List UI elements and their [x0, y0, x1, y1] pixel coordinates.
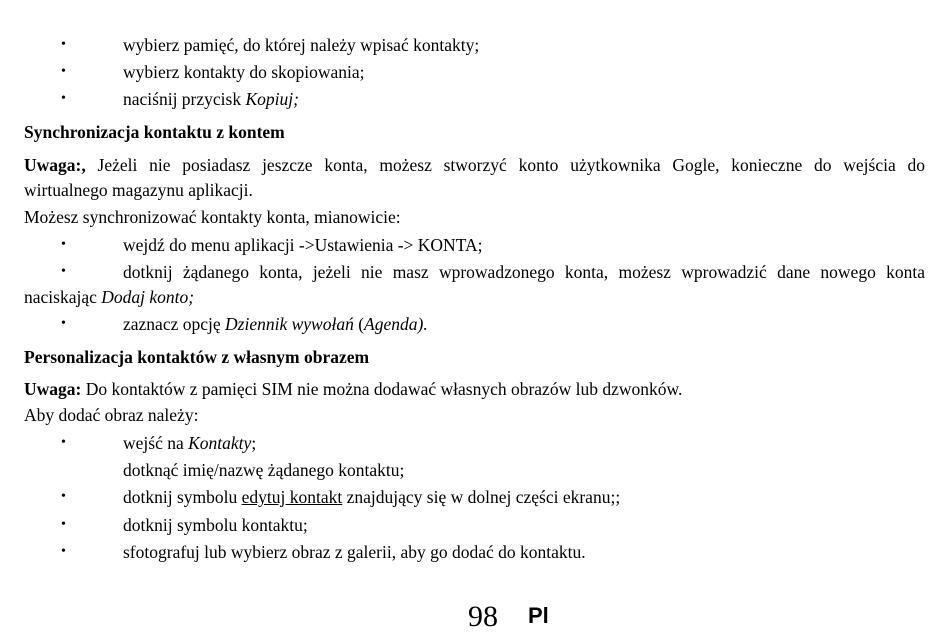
- list-item-text: [123, 432, 256, 454]
- list-item: [0, 514, 925, 536]
- bullet: •: [61, 517, 66, 532]
- section-heading: Synchronizacja kontaktu z kontem: [24, 122, 285, 142]
- list-item: [0, 486, 925, 508]
- note-label: Uwaga:: [24, 379, 82, 399]
- list-item: [0, 261, 925, 283]
- list-item-text: [123, 313, 428, 335]
- bullet: •: [61, 91, 66, 106]
- underlined-text: edytuj kontakt: [241, 487, 343, 507]
- text-prefix: naciskając: [24, 287, 102, 307]
- bullet: •: [61, 37, 66, 52]
- note-paragraph-line: [24, 154, 925, 176]
- list-item-continuation: [0, 459, 925, 481]
- list-item-text: wybierz pamięć, do której należy wpisać kontakty;: [123, 35, 480, 55]
- italic-text: Kontakty: [188, 433, 252, 453]
- italic-text: Agenda).: [364, 314, 428, 334]
- note-paragraph-line: [24, 378, 925, 400]
- bullet: •: [61, 316, 66, 331]
- list-item-text: dotknij żądanego konta, jeżeli nie masz wprowadzonego konta, możesz wprowadzić dane nowego konta: [123, 262, 925, 282]
- language-marker: Pl: [528, 603, 549, 628]
- list-item-text: dotknąć imię/nazwę żądanego kontaktu;: [123, 460, 405, 480]
- list-item-text: dotknij symbolu kontaktu;: [123, 515, 308, 535]
- list-item: [0, 541, 925, 563]
- list-item: [0, 88, 925, 110]
- paragraph: Możesz synchronizować kontakty konta, mianowicie:: [24, 207, 401, 227]
- list-item-text: [123, 88, 299, 110]
- text-suffix: znajdujący się w dolnej części ekranu;;: [342, 487, 621, 507]
- list-item: [0, 61, 925, 83]
- list-item: [0, 234, 925, 256]
- note-text: Do kontaktów z pamięci SIM nie można dodawać własnych obrazów lub dzwonków.: [81, 379, 683, 399]
- italic-text: Kopiuj;: [245, 89, 299, 109]
- bullet: •: [61, 237, 66, 252]
- bullet: •: [61, 544, 66, 559]
- italic-text: Dziennik wywołań: [225, 314, 354, 334]
- italic-text: Dodaj konto;: [101, 287, 195, 307]
- text-prefix: naciśnij przycisk: [123, 89, 246, 109]
- list-item-text: sfotografuj lub wybierz obraz z galerii, aby go dodać do kontaktu.: [123, 542, 586, 562]
- section-heading: Personalizacja kontaktów z własnym obrazem: [24, 347, 370, 367]
- text-prefix: wejść na: [123, 433, 189, 453]
- note-label: Uwaga:,: [24, 155, 86, 175]
- page-number: 98: [468, 600, 498, 633]
- list-item-text: wybierz kontakty do skopiowania;: [123, 62, 365, 82]
- note-text: Jeżeli nie posiadasz jeszcze konta, możesz stworzyć konto użytkownika Gogle, konieczne do wejścia do: [85, 155, 925, 175]
- bullet: •: [61, 264, 66, 279]
- text-mid: (: [353, 314, 365, 334]
- list-item: [0, 34, 925, 56]
- text-prefix: dotknij symbolu: [123, 487, 242, 507]
- list-item-text: [123, 486, 620, 508]
- bullet: •: [61, 64, 66, 79]
- bullet: •: [61, 489, 66, 504]
- list-item-text: wejdź do menu aplikacji ->Ustawienia -> KONTA;: [123, 235, 483, 255]
- text-prefix: zaznacz opcję: [123, 314, 226, 334]
- list-item-continuation: [24, 286, 925, 308]
- list-item: [0, 313, 925, 335]
- list-item: [0, 432, 925, 454]
- text-suffix: ;: [251, 433, 257, 453]
- note-paragraph-line: wirtualnego magazynu aplikacji.: [24, 180, 253, 200]
- paragraph: Aby dodać obraz należy:: [24, 405, 199, 425]
- bullet: •: [61, 435, 66, 450]
